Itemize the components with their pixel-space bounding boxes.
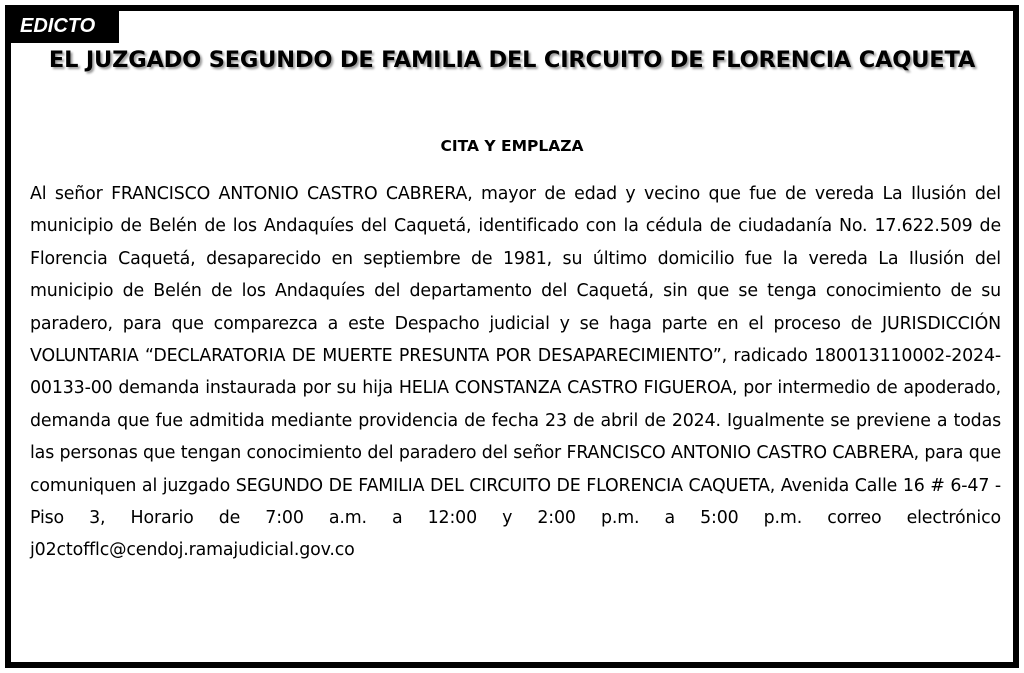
edict-frame [5, 5, 1019, 668]
edict-body: Al señor FRANCISCO ANTONIO CASTRO CABRERA, mayor de edad y vecino que fue de vereda La Ilusión del municipio de Belén de los Andaquíes del Caquetá, identificado con la cédula de ciudadanía No. 17.622.509 de Florencia Caquetá, desaparecido en septiembre de 1981, su último domicilio fue la vereda La Ilusión del municipio de Belén de los Andaquíes del departamento del Caquetá, sin que se tenga conocimiento de su paradero, para que comparezca a este Despacho judicial y se haga parte en el proceso de JURISDICCIÓN VOLUNTARIA “DECLARATORIA DE MUERTE PRESUNTA POR DESAPARECIMIENTO”, radicado 180013110002-2024-00133-00 demanda instaurada por su hija HELIA CONSTANZA CASTRO FIGUEROA, por intermedio de apoderado, demanda que fue admitida mediante providencia de fecha 23 de abril de 2024. Igualmente se previene a todas las personas que tengan conocimiento del paradero del señor FRANCISCO ANTONIO CASTRO CABRERA, para que comuniquen al juzgado SEGUNDO DE FAMILIA DEL CIRCUITO DE FLORENCIA CAQUETA, Avenida Calle 16 # 6-47 - Piso 3, Horario de 7:00 a.m. a 12:00 y 2:00 p.m. a 5:00 p.m. correo electrónico j02ctofflc@cendoj.ramajudicial.gov.co [30, 184, 1001, 561]
edicto-badge: EDICTO [11, 11, 119, 43]
edict-subtitle: CITA Y EMPLAZA [440, 137, 584, 155]
edict-title: EL JUZGADO SEGUNDO DE FAMILIA DEL CIRCUITO DE FLORENCIA CAQUETA [48, 47, 976, 73]
